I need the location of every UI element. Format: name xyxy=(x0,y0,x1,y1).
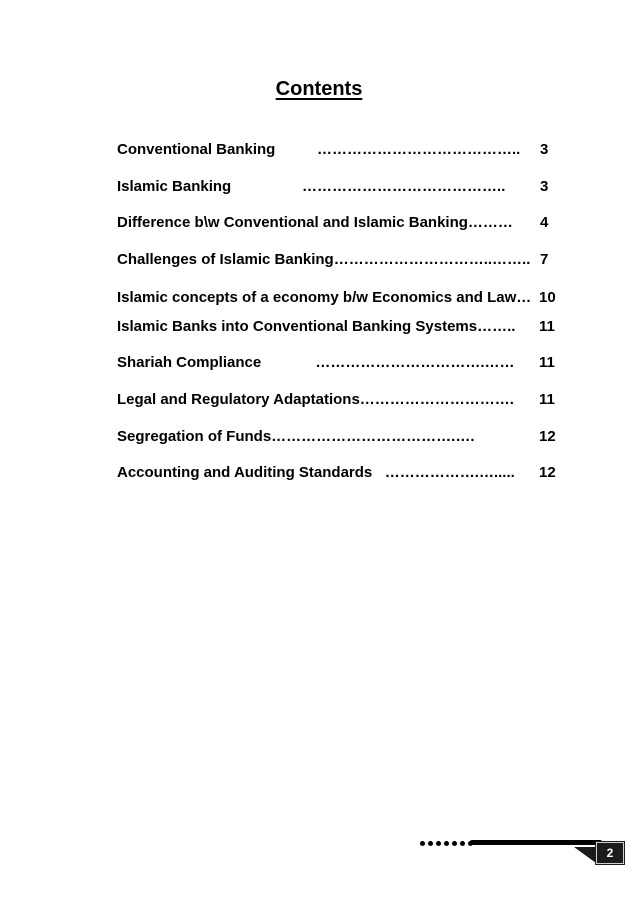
toc-page-number: 3 xyxy=(540,141,549,158)
toc-page-number: 4 xyxy=(540,214,549,231)
toc-entry-islamic-concepts[interactable]: Islamic concepts of a economy b/w Economics and Law… xyxy=(117,289,532,306)
toc-page-number: 3 xyxy=(540,178,549,195)
page-number-badge: 2 xyxy=(596,842,624,864)
toc-page-number: 12 xyxy=(539,464,556,481)
footer-rule xyxy=(470,840,602,845)
toc-page-number: 11 xyxy=(539,354,555,371)
toc-entry-shariah-compliance[interactable]: Shariah Compliance …………………………….…… xyxy=(117,354,515,371)
toc-entry-difference[interactable]: Difference b\w Conventional and Islamic Banking……… xyxy=(117,214,513,231)
toc-page-number: 12 xyxy=(539,428,556,445)
toc-page-number: 11 xyxy=(539,391,555,408)
toc-entry-conventional-banking[interactable]: Conventional Banking ………………………………….. xyxy=(117,141,521,158)
toc-entry-legal-regulatory[interactable]: Legal and Regulatory Adaptations…………………………. xyxy=(117,391,514,408)
toc-page-number: 10 xyxy=(539,289,556,306)
toc-entry-accounting-auditing[interactable]: Accounting and Auditing Standards ……………….…..... xyxy=(117,464,515,481)
page-title: Contents xyxy=(275,78,363,100)
footer-dots-ornament xyxy=(420,838,473,848)
footer-corner-triangle xyxy=(574,847,596,863)
toc-entry-islamic-banking[interactable]: Islamic Banking ………………………………….. xyxy=(117,178,506,195)
toc-page-number: 11 xyxy=(539,318,555,335)
toc-entry-segregation-of-funds[interactable]: Segregation of Funds……………………………….…. xyxy=(117,428,475,445)
toc-page-number: 7 xyxy=(540,251,549,268)
toc-entry-islamic-banks-into-conventional[interactable]: Islamic Banks into Conventional Banking Systems…….. xyxy=(117,318,516,335)
toc-entry-challenges[interactable]: Challenges of Islamic Banking…………………………..…….. xyxy=(117,251,531,268)
